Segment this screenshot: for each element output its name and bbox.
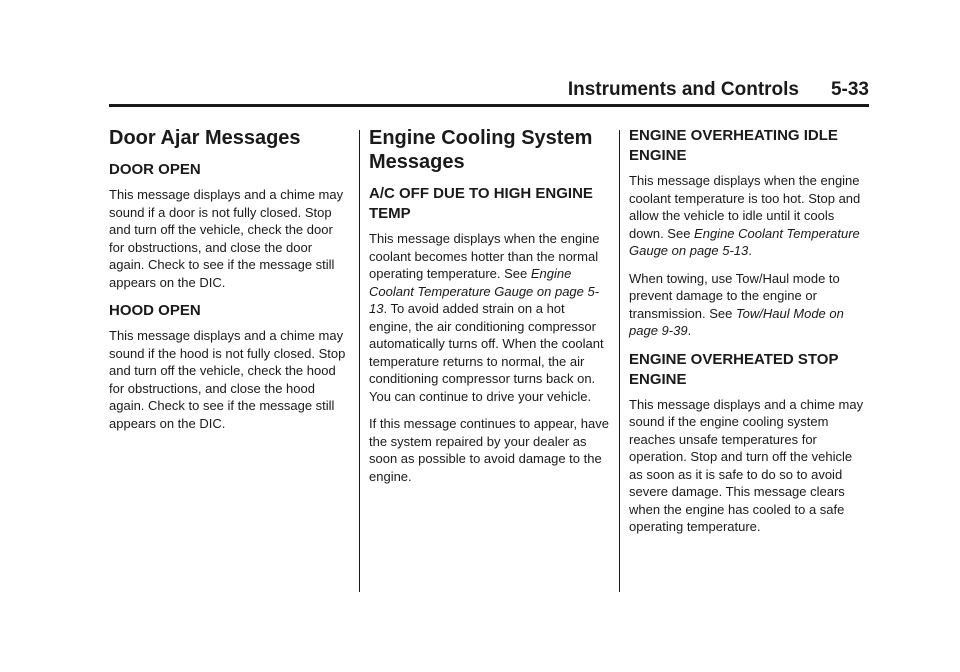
cross-reference-link[interactable]: Tow/Haul Mode on page 9-39 <box>629 305 844 338</box>
section-title: Instruments and Controls <box>567 79 799 100</box>
paragraph-overheated-stop: This message displays and a chime may sound if the engine cooling system reaches unsafe temperatures for operation. Stop and turn off the vehicle as soon as it is safe to do so to avoid severe damage. This message clears when the engine has cooled to a safe operating temperature. <box>629 396 864 534</box>
page-number: 5-33 <box>830 79 869 100</box>
subheading-door-open: DOOR OPEN <box>109 161 201 178</box>
paragraph-door-open: This message displays and a chime may sound if a door is not fully closed. Stop and turn off the vehicle, check the door for obstructions, and close the door again. Check to see if the message still appears on the DIC. <box>109 187 344 290</box>
paragraph-ac-off-2: If this message continues to appear, have the system repaired by your dealer as soon as possible to avoid damage to the engine. <box>369 416 609 484</box>
section-heading-door-ajar: Door Ajar Messages <box>109 127 301 149</box>
subheading-hood-open: HOOD OPEN <box>109 302 201 319</box>
page-header <box>109 78 869 107</box>
column-divider <box>619 130 620 592</box>
column-2 <box>369 126 609 495</box>
paragraph-hood-open: This message displays and a chime may sound if the hood is not fully closed. Stop and turn off the vehicle, check the hood for obstructions, and close the hood again. Check to see if the message still appears on the DIC. <box>109 328 346 431</box>
column-3 <box>629 126 869 546</box>
subheading-overheated-stop: ENGINE OVERHEATED STOP ENGINE <box>629 350 839 388</box>
paragraph-overheating-idle-2: When towing, use Tow/Haul mode to prevent damage to the engine or transmission. See Tow/Haul Mode on page 9-39. <box>629 270 844 338</box>
column-divider <box>359 130 360 592</box>
cross-reference-link[interactable]: Engine Coolant Temperature Gauge on page 5-13 <box>629 225 860 258</box>
paragraph-overheating-idle-1: This message displays when the engine coolant temperature is too hot. Stop and allow the vehicle to idle until it cools down. See Engine Coolant Temperature Gauge on page 5-13. <box>629 173 861 258</box>
column-1 <box>109 126 349 442</box>
paragraph-ac-off-1: This message displays when the engine coolant becomes hotter than the normal operating temperature. See Engine Coolant Temperature Gauge on page 5-13. To avoid added strain on a hot engine, the air conditioning compressor automatically turns off. When the coolant temperature returns to normal, the air conditioning compressor turns back on. You can continue to drive your vehicle. <box>369 231 604 404</box>
subheading-overheating-idle: ENGINE OVERHEATING IDLE ENGINE <box>629 127 838 164</box>
subheading-ac-off: A/C OFF DUE TO HIGH ENGINE TEMP <box>369 185 593 222</box>
cross-reference-link[interactable]: Engine Coolant Temperature Gauge on page 5-13 <box>369 266 600 316</box>
section-heading-engine-cooling: Engine Cooling System Messages <box>369 127 593 173</box>
